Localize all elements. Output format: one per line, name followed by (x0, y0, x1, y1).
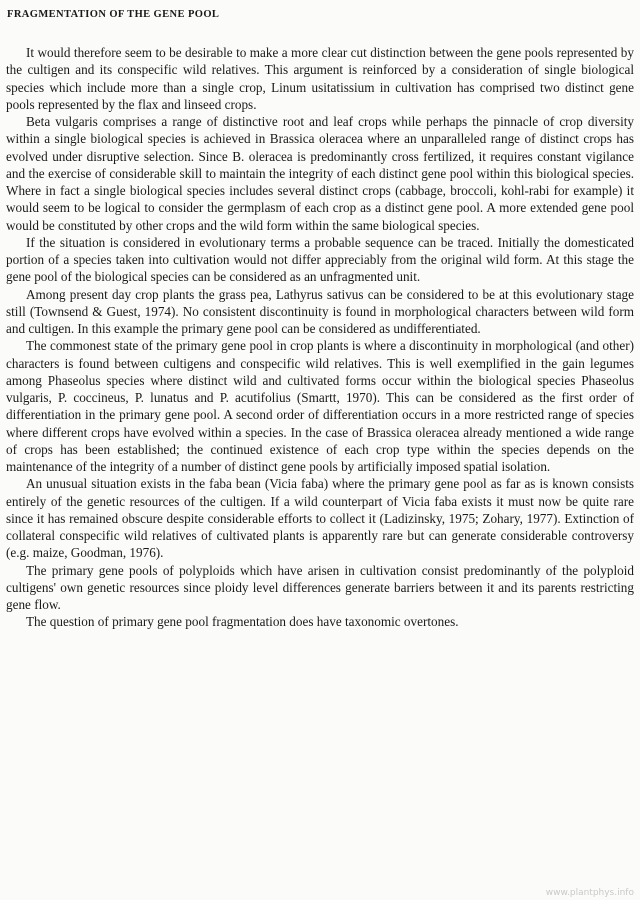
running-head: FRAGMENTATION OF THE GENE POOL (7, 9, 220, 20)
paragraph-1: It would therefore seem to be desirable to make a more clear cut distinction between the gene pools represented by the cultigen and its conspecific wild relatives. This argument is reinforced by a consideration of single biological species which include more than a single crop, Linum usitatissium in cultivation has comprised two distinct gene pools represented by the flax and linseed crops. (6, 45, 634, 112)
watermark-text: www.plantphys.info (545, 888, 634, 898)
paragraph-3: If the situation is considered in evolutionary terms a probable sequence can be traced. Initially the domesticated portion of a species taken into cultivation would not differ appreciably from the original wild form. At this stage the gene pool of the biological species can be considered as an unfragmented unit. (6, 234, 634, 285)
paragraph-7: The primary gene pools of polyploids which have arisen in cultivation consist predominantly of the polyploid cultigens' own genetic resources since ploidy level differences generate barriers between it and its parents restricting gene flow. (6, 562, 634, 612)
body-text (6, 44, 634, 631)
paragraph-2: Beta vulgaris comprises a range of distinctive root and leaf crops while perhaps the pinnacle of crop diversity within a single biological species is achieved in Brassica oleracea where an unparalleled range of distinct crops has evolved under disruptive selection. Since B. oleracea is predominantly cross fertilized, it requires constant vigilance and the exercise of considerable skill to maintain the integrity of each distinct gene pool within this biological species. Where in fact a single biological species includes several distinct crops (cabbage, broccoli, kohl-rabi for example) it would seem to be logical to consider the germplasm of each crop as a distinct gene pool. A more extended gene pool would be constituted by other crops and the wild form within the same biological species. (6, 114, 634, 233)
paragraph-6: An unusual situation exists in the faba bean (Vicia faba) where the primary gene pool as far as is known consists entirely of the genetic resources of the cultigen. If a wild counterpart of Vicia faba exists it must now be quite rare since it has remained obscure despite considerable efforts to collect it (Ladizinsky, 1975; Zohary, 1977). Extinction of collateral conspecific wild relatives of cultivated plants is apparently rare but can generate considerable controversy (e.g. maize, Goodman, 1976). (6, 476, 634, 561)
paragraph-5: The commonest state of the primary gene pool in crop plants is where a discontinuity in morphological (and other) characters is found between cultigens and conspecific wild relatives. This is well exemplified in the gain legumes among Phaseolus species where distinct wild and cultivated forms occur within the biological species Phaseolus vulgaris, P. coccineus, P. lunatus and P. acutifolius (Smartt, 1970). This can be considered as the first order of differentiation in the primary gene pool. A second order of differentiation occurs in a more restricted range of species where different crops have evolved within a species. In the case of Brassica oleracea already mentioned a wide range of crops has been established; the continued existence of each crop type within the species depends on the maintenance of the integrity of a number of distinct gene pools by artificially imposed spatial isolation. (6, 338, 634, 474)
paragraph-8: The question of primary gene pool fragmentation does have taxonomic overtones. (26, 614, 459, 630)
paragraph-4: Among present day crop plants the grass pea, Lathyrus sativus can be considered to be at this evolutionary stage still (Townsend & Guest, 1974). No consistent discontinuity is found in morphological characters between wild form and cultigen. In this example the primary gene pool can be considered as undifferentiated. (6, 286, 634, 336)
